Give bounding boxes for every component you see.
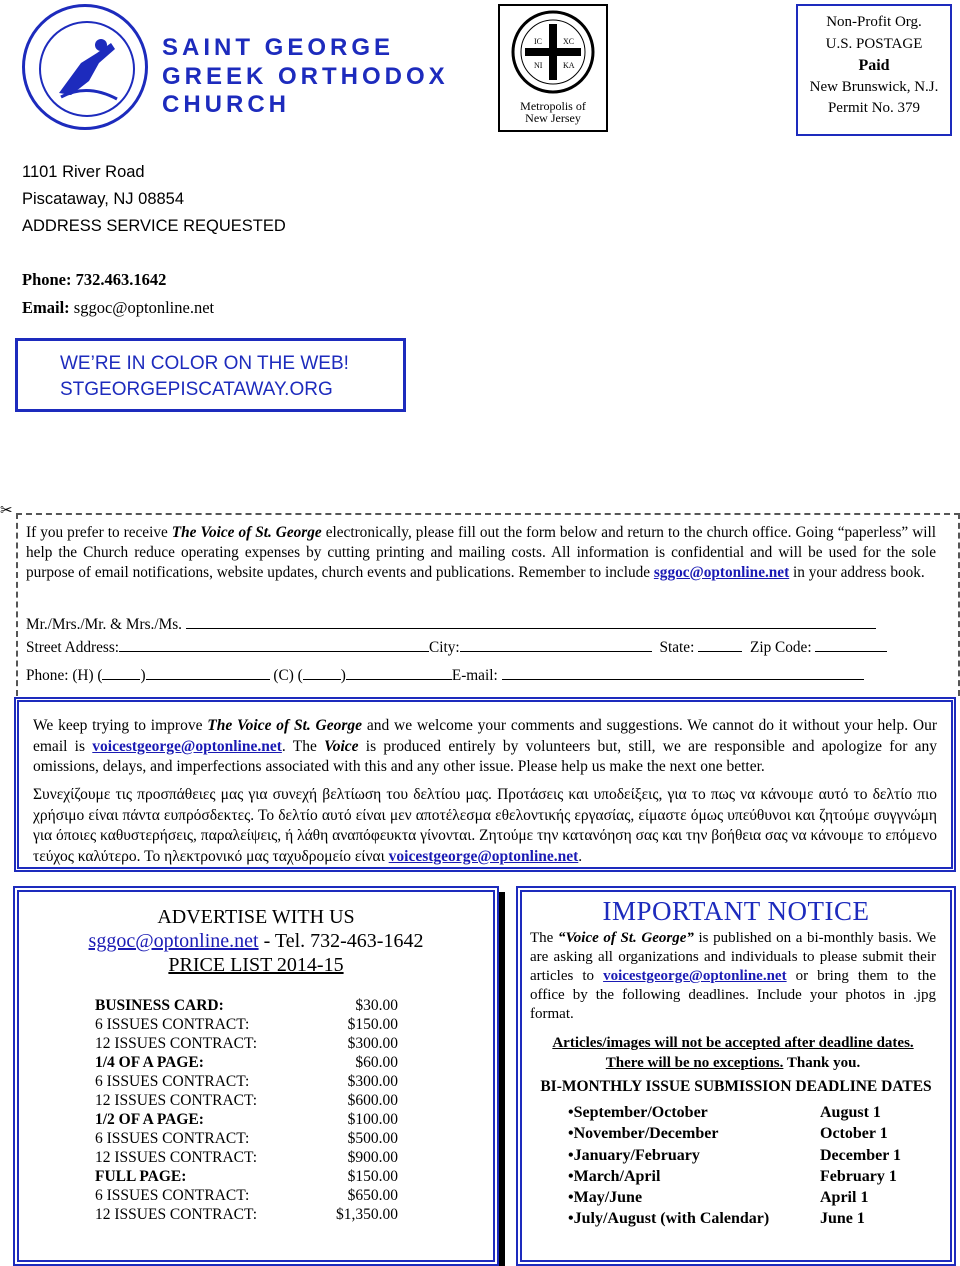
intro-email-link[interactable]: sggoc@optonline.net: [653, 564, 790, 581]
postage-indicia: [796, 4, 952, 136]
notice-rule-exceptions: There will be no exceptions.: [605, 1055, 784, 1071]
deadline-date: October 1: [820, 1125, 888, 1143]
price-value: $600.00: [347, 1092, 398, 1109]
price-row: [95, 1186, 398, 1205]
price-row: [95, 1091, 398, 1110]
notice-thanks: Thank you.: [783, 1055, 861, 1071]
price-value: $650.00: [347, 1187, 398, 1204]
church-name: [162, 34, 449, 120]
price-row: [95, 1072, 398, 1091]
zip-label: Zip Code:: [749, 639, 812, 656]
phone-line: [22, 270, 166, 290]
advertise-title: ADVERTISE WITH US: [157, 906, 355, 928]
notice-rule-deadline: Articles/images will not be accepted after deadline dates.: [552, 1035, 914, 1051]
svg-text:NI: NI: [534, 61, 543, 70]
state-field[interactable]: [698, 637, 742, 652]
email-label: Email:: [22, 298, 70, 317]
address-field-row: [26, 637, 887, 657]
price-row: [95, 1129, 398, 1148]
price-row: [95, 1167, 398, 1186]
web-banner-line: WE’RE IN COLOR ON THE WEB!: [60, 353, 349, 374]
phone-label: Phone:: [22, 270, 72, 289]
deadline-row: [568, 1187, 901, 1208]
website-banner: [15, 338, 406, 412]
price-value: $1,350.00: [336, 1206, 398, 1223]
price-item: 1/2 OF A PAGE:: [95, 1111, 204, 1128]
advertise-phone: - Tel. 732-463-1642: [258, 930, 424, 952]
form-email-field[interactable]: [502, 665, 864, 680]
price-item: 6 ISSUES CONTRACT:: [95, 1187, 250, 1204]
deadline-row: [568, 1208, 901, 1229]
svg-text:IC: IC: [534, 37, 542, 46]
price-row: [95, 1034, 398, 1053]
deadline-row: [568, 1145, 901, 1166]
cell-area-code-field[interactable]: [303, 665, 341, 680]
price-item: 1/4 OF A PAGE:: [95, 1054, 204, 1071]
cell-phone-field[interactable]: [346, 665, 452, 680]
price-item: 12 ISSUES CONTRACT:: [95, 1206, 258, 1223]
church-name-line: CHURCH: [162, 91, 290, 118]
comments-greek: Συνεχίζουμε τις προσπάθειες μας για συνεχή βελτίωση του δελτίου μας. Προτάσεις και υποδείξεις, για το πως να κάνουμε αυτό το δελτίο πιο χρήσιμο είναι πάντα ευπρόσδεκτες. Το δελτίο αυτό είναι μεν αποτέλεσμα εθελοντικής εργασίας, είμαστε όμως υπεύθυνοι και ζητούμε συγγνώμη για όποιες καθυστερήσεις, παραλείψεις, ή λάθη αναπόφευκτα γίνονται. Ζητούμε την κατανόηση σας και την βοήθεια σας να κάνουμε το επόμενο τεύχος καλύτερο. Το ηλεκτρονικό μας ταχυδρομείο είναι voicestgeorge@optonline.net.: [33, 786, 937, 865]
notice-email-link[interactable]: voicestgeorge@optonline.net: [603, 968, 787, 984]
metropolis-name: Metropolis of New Jersey: [520, 99, 586, 125]
city-label: City:: [429, 639, 460, 656]
postage-line: Non-Profit Org.: [826, 14, 922, 30]
home-phone-field[interactable]: [146, 665, 270, 680]
price-item: 6 ISSUES CONTRACT:: [95, 1130, 250, 1147]
advertise-email-link[interactable]: sggoc@optonline.net: [88, 930, 259, 952]
deadline-row: [568, 1123, 901, 1144]
deadline-title: BI-MONTHLY ISSUE SUBMISSION DEADLINE DATES: [540, 1078, 932, 1095]
price-row: [95, 1205, 398, 1224]
phone-field-row: Phone: (H) ( ) (C) ( ) E-mail:: [26, 665, 864, 685]
saint-george-icon: [39, 21, 135, 117]
church-name-line: SAINT GEORGE: [162, 34, 395, 61]
deadline-issue: •March/April: [568, 1167, 661, 1185]
price-row: [95, 1148, 398, 1167]
notice-title: IMPORTANT NOTICE: [602, 896, 870, 926]
price-row: [95, 1110, 398, 1129]
postage-line: U.S. POSTAGE: [825, 35, 923, 52]
price-value: $30.00: [355, 997, 398, 1014]
zip-field[interactable]: [815, 637, 887, 652]
name-field-row: [26, 614, 876, 634]
postage-line: New Brunswick, N.J.: [809, 78, 939, 95]
price-item: BUSINESS CARD:: [95, 997, 224, 1014]
deadline-issue: •September/October: [568, 1104, 708, 1121]
notice-rules: [530, 1033, 936, 1073]
price-list-title: PRICE LIST 2014-15: [168, 954, 344, 976]
price-value: $150.00: [347, 1016, 398, 1033]
name-label: Mr./Mrs./Mr. & Mrs./Ms.: [26, 616, 182, 633]
address-service: ADDRESS SERVICE REQUESTED: [22, 217, 286, 235]
deadline-date: August 1: [820, 1104, 881, 1121]
postage-line: Paid: [858, 57, 890, 74]
church-seal-logo: [22, 4, 148, 130]
website-link[interactable]: STGEORGEPISCATAWAY.ORG: [60, 379, 333, 400]
deadline-list: [568, 1102, 901, 1230]
cross-icon: [500, 8, 606, 100]
price-item: 12 ISSUES CONTRACT:: [95, 1149, 258, 1166]
deadline-issue: •May/June: [568, 1189, 643, 1207]
price-value: $100.00: [347, 1111, 398, 1128]
price-table: [95, 996, 398, 1224]
deadline-row: [568, 1102, 901, 1123]
svg-text:KA: KA: [563, 61, 575, 70]
deadline-issue: •November/December: [568, 1125, 719, 1143]
street-field[interactable]: [119, 637, 429, 652]
price-item: 6 ISSUES CONTRACT:: [95, 1073, 250, 1090]
price-value: $60.00: [355, 1054, 398, 1071]
deadline-date: June 1: [820, 1210, 865, 1228]
street-label: Street Address:: [26, 639, 120, 656]
email-line: [22, 298, 214, 318]
metropolis-logo: [498, 4, 608, 132]
phone-number: 732.463.1642: [75, 270, 167, 289]
home-area-code-field[interactable]: [102, 665, 140, 680]
voice-email-link[interactable]: voicestgeorge@optonline.net: [92, 737, 282, 755]
price-item: 6 ISSUES CONTRACT:: [95, 1016, 250, 1033]
price-value: $500.00: [347, 1130, 398, 1147]
city-address: Piscataway, NJ 08854: [22, 190, 185, 208]
state-label: State:: [659, 639, 695, 656]
price-item: 12 ISSUES CONTRACT:: [95, 1092, 258, 1109]
deadline-row: [568, 1166, 901, 1187]
deadline-issue: •July/August (with Calendar): [568, 1210, 770, 1228]
home-phone-label: Phone: (H) (: [26, 667, 103, 684]
svg-text:XC: XC: [563, 37, 575, 46]
deadline-date: February 1: [820, 1167, 897, 1185]
email-address[interactable]: sggoc@optonline.net: [73, 298, 215, 317]
form-email-label: E-mail:: [451, 667, 498, 684]
deadline-date: April 1: [820, 1189, 869, 1207]
voice-email-link-greek[interactable]: voicestgeorge@optonline.net: [388, 847, 579, 865]
comments-english: We keep trying to improve The Voice of St. George and we welcome your comments and suggestions. We cannot do it without your help. Our email is voicestgeorge@optonline.net. The Voice is produced entirely by volunteers but, still, we are responsible and apologize for any omissions, delays, and imperfections associated with this and any other issue. Please help us make the next one better.: [33, 717, 937, 775]
price-value: $150.00: [347, 1168, 398, 1185]
price-value: $300.00: [347, 1073, 398, 1090]
city-field[interactable]: [460, 637, 652, 652]
price-value: $900.00: [347, 1149, 398, 1166]
street-address: 1101 River Road: [22, 163, 145, 181]
form-intro: If you prefer to receive The Voice of St. George electronically, please fill out the form below and return to the church office. Going “paperless” will help the Church reduce operating expenses by cutting printing and mailing costs. All information is confidential and will be used for the sole purpose of email notifications, website updates, church events and publications. Remember to include sggoc@optonline.net in your address book.: [26, 524, 937, 581]
name-field[interactable]: [186, 614, 876, 629]
price-value: $300.00: [347, 1035, 398, 1052]
postage-line: Permit No. 379: [827, 100, 921, 116]
deadline-date: December 1: [820, 1146, 901, 1164]
price-row: [95, 996, 398, 1015]
price-item: FULL PAGE:: [95, 1168, 187, 1185]
notice-text: The “Voice of St. George” is published on a bi-monthly basis. We are asking all organizations and individuals to please submit their articles to voicestgeorge@optonline.net or bring them to the office by the following deadlines. Include your photos in .jpg format.: [530, 930, 936, 1022]
price-row: [95, 1053, 398, 1072]
church-name-line: GREEK ORTHODOX: [162, 62, 449, 90]
price-row: [95, 1015, 398, 1034]
cell-phone-label: (C) (: [273, 667, 303, 684]
advertise-header: [13, 905, 499, 977]
deadline-issue: •January/February: [568, 1146, 700, 1164]
price-item: 12 ISSUES CONTRACT:: [95, 1035, 258, 1052]
scissors-icon: ✂: [0, 503, 13, 519]
